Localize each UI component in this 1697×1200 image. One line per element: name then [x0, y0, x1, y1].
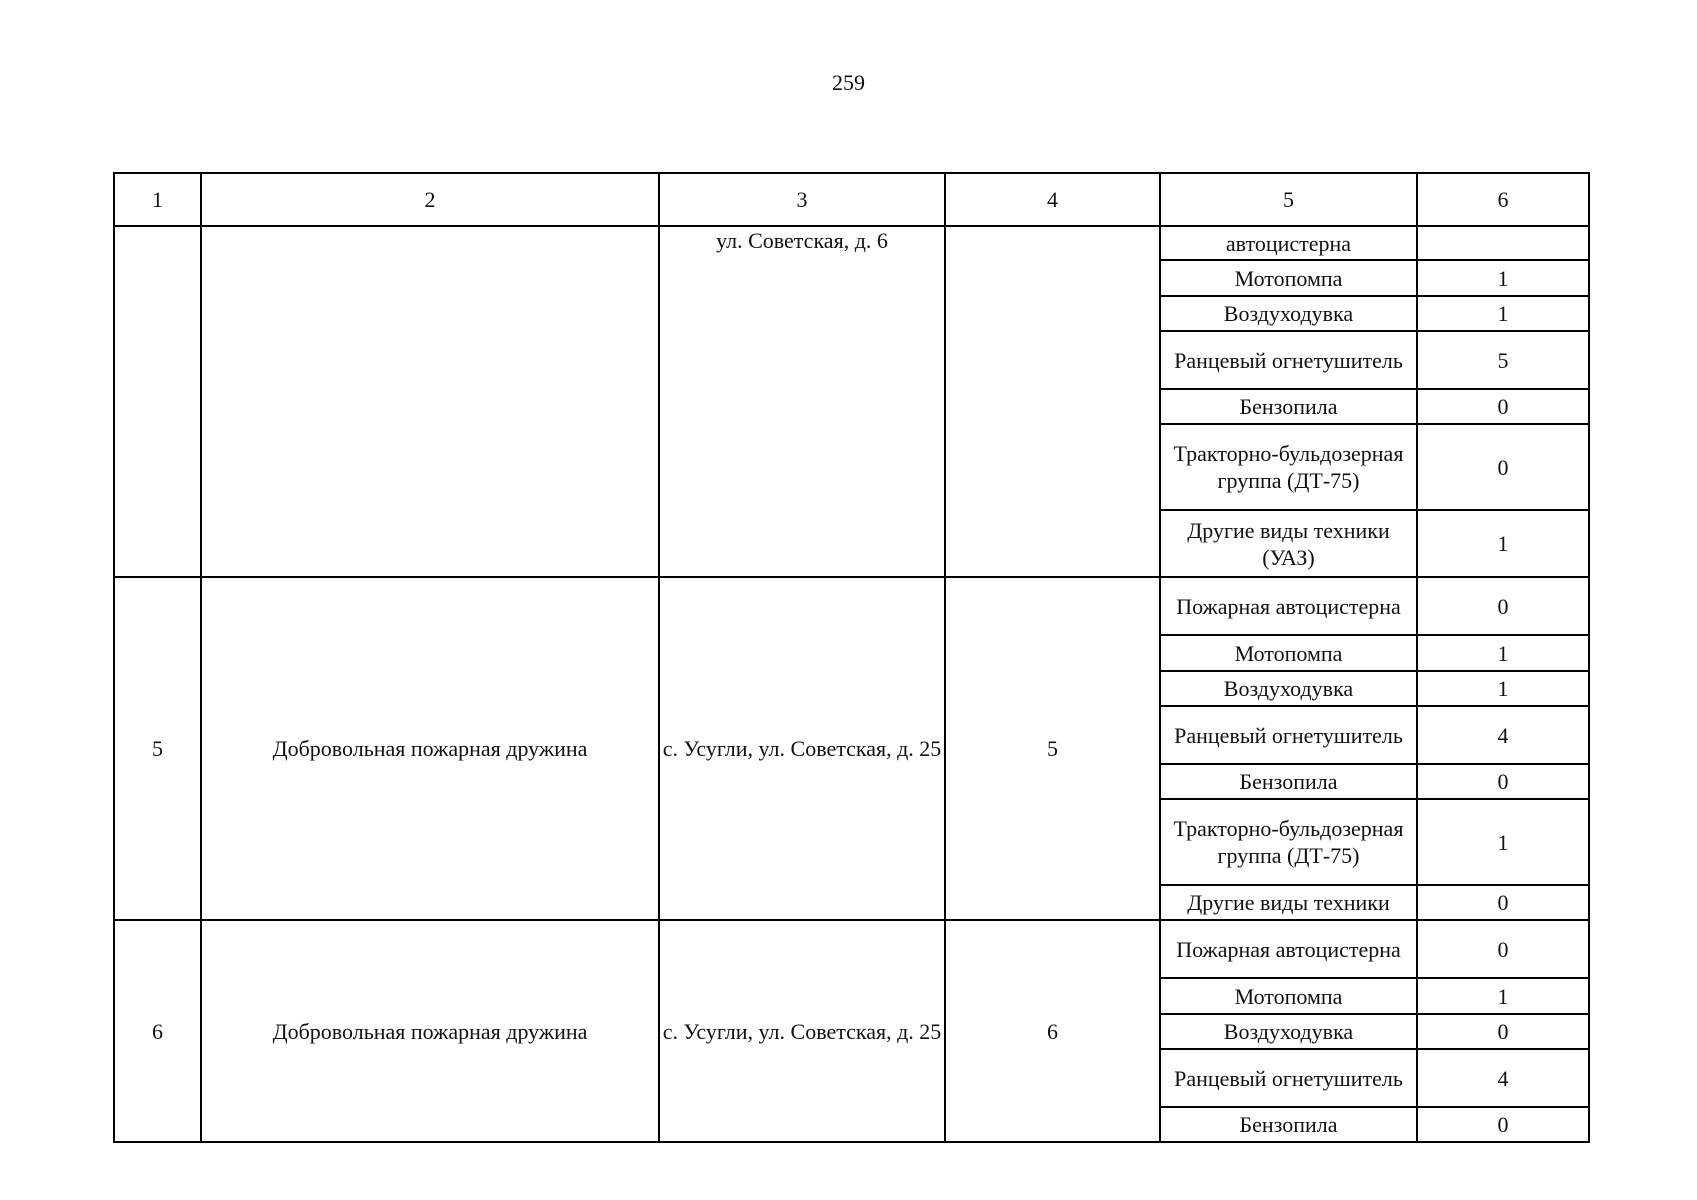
- equipment-qty-cell: 4: [1497, 1065, 1509, 1091]
- personnel-count-cell: 5: [1047, 736, 1058, 761]
- equipment-qty-cell: 0: [1497, 769, 1509, 794]
- equipment-qty-cell: 1: [1497, 676, 1509, 701]
- equipment-qty-cell: 1: [1497, 531, 1509, 556]
- column-border-1: [200, 172, 202, 1143]
- equipment-name-cell: Пожарная автоцистерна: [1176, 593, 1401, 619]
- organization-name-cell: [202, 227, 658, 576]
- group-bottom-border: [113, 1141, 1590, 1143]
- organization-name-cell: Добровольная пожарная дружина: [272, 1018, 588, 1044]
- header-cell-5: 5: [1283, 187, 1294, 212]
- equipment-qty-cell: 0: [1497, 593, 1509, 619]
- equipment-qty-cell: 1: [1497, 829, 1509, 855]
- organization-name-cell: Добровольная пожарная дружина: [272, 736, 588, 761]
- header-cell-1: 1: [152, 187, 163, 212]
- equipment-name-cell: Ранцевый огнетушитель: [1174, 722, 1403, 748]
- equipment-name-cell: Воздуходувка: [1223, 1019, 1354, 1044]
- equipment-table: [113, 172, 1588, 1139]
- column-border-5: [1416, 172, 1418, 1143]
- equipment-name-cell: Тракторно-бульдозерная группа (ДТ-75): [1173, 816, 1404, 868]
- equipment-name-cell: Тракторно-бульдозерная группа (ДТ-75): [1173, 441, 1404, 493]
- column-border-6: [1588, 172, 1590, 1143]
- equipment-qty-cell: 0: [1497, 454, 1509, 480]
- column-border-3: [944, 172, 946, 1143]
- equipment-qty-cell: 0: [1497, 936, 1509, 962]
- row-number-cell: 6: [152, 1018, 163, 1044]
- personnel-count-cell: 6: [1047, 1018, 1058, 1044]
- row-number-cell: [115, 227, 200, 576]
- column-border-0: [113, 172, 115, 1143]
- address-cell: с. Усугли, ул. Советская, д. 25: [662, 736, 942, 761]
- equipment-name-cell: Мотопомпа: [1234, 640, 1343, 666]
- column-border-2: [658, 172, 660, 1143]
- equipment-name-cell: Воздуходувка: [1223, 301, 1354, 326]
- personnel-count-cell: [946, 227, 1159, 576]
- equipment-name-cell: автоцистерна: [1225, 230, 1352, 256]
- page-number: 259: [832, 70, 865, 95]
- equipment-qty-cell: 0: [1497, 394, 1509, 419]
- equipment-name-cell: Другие виды техники (УАЗ): [1187, 517, 1390, 570]
- equipment-name-cell: Мотопомпа: [1234, 983, 1343, 1009]
- address-cell: с. Усугли, ул. Советская, д. 25: [662, 1018, 942, 1044]
- equipment-name-cell: Мотопомпа: [1234, 265, 1343, 291]
- equipment-qty-cell: 1: [1497, 265, 1509, 291]
- equipment-name-cell: Ранцевый огнетушитель: [1174, 1065, 1403, 1091]
- equipment-qty-cell: 0: [1497, 890, 1509, 915]
- equipment-qty-cell: [1418, 227, 1588, 259]
- equipment-name-cell: Бензопила: [1239, 394, 1338, 419]
- equipment-qty-cell: 1: [1497, 640, 1509, 666]
- equipment-qty-cell: 5: [1497, 347, 1509, 373]
- equipment-name-cell: Воздуходувка: [1223, 676, 1354, 701]
- header-cell-6: 6: [1497, 187, 1509, 212]
- equipment-qty-cell: 1: [1497, 983, 1509, 1009]
- address-cell: ул. Советская, д. 6: [716, 228, 888, 253]
- header-cell-3: 3: [796, 187, 808, 212]
- row-number-cell: 5: [152, 736, 163, 761]
- header-cell-4: 4: [1047, 187, 1058, 212]
- column-border-4: [1159, 172, 1161, 1143]
- equipment-qty-cell: 4: [1497, 722, 1509, 748]
- equipment-qty-cell: 0: [1497, 1112, 1509, 1137]
- equipment-name-cell: Пожарная автоцистерна: [1176, 936, 1401, 962]
- equipment-name-cell: Бензопила: [1239, 1112, 1338, 1137]
- equipment-name-cell: Другие виды техники: [1187, 890, 1390, 915]
- equipment-name-cell: Бензопила: [1239, 769, 1338, 794]
- equipment-qty-cell: 1: [1497, 301, 1509, 326]
- header-cell-2: 2: [424, 187, 436, 212]
- equipment-qty-cell: 0: [1497, 1019, 1509, 1044]
- equipment-name-cell: Ранцевый огнетушитель: [1174, 347, 1403, 373]
